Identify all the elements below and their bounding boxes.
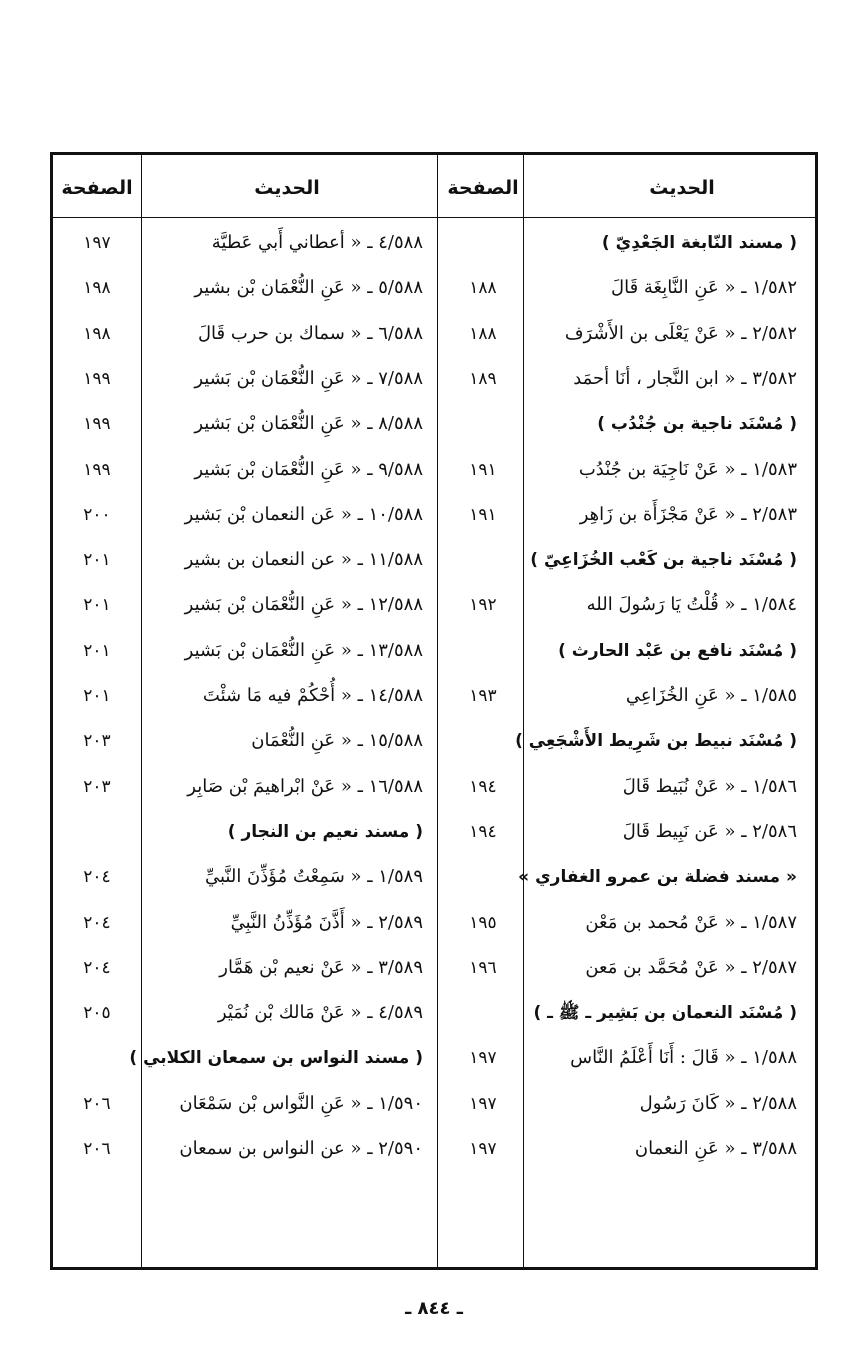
table-row xyxy=(53,812,815,852)
page-ref-right: ١٩٥ xyxy=(469,912,497,933)
table-row xyxy=(53,495,815,535)
table-row xyxy=(53,359,815,399)
table-row xyxy=(53,404,815,444)
hadith-entry-left: ١٦/٥٨٨ ـ « عَنْ ابْراهيمَ بْن صَابِر xyxy=(187,775,423,797)
page-ref-left: ١٩٨ xyxy=(83,278,111,299)
page-ref-left: ٢٠١ xyxy=(83,595,111,616)
hadith-entry-right: ١/٥٨٧ ـ « عَنْ مُحمد بن مَعْن xyxy=(585,911,797,933)
hadith-entry-right: ١/٥٨٨ ـ « قَالَ : أَنَا أَعْلَمُ النَّاس xyxy=(570,1047,797,1069)
page-ref-right xyxy=(441,404,525,444)
table-row xyxy=(53,721,815,761)
page-ref-right: ١٨٨ xyxy=(469,323,497,344)
hadith-entry-left: ٤/٥٨٨ ـ « أعطاني أَبي عَطيَّة xyxy=(211,232,423,253)
page-ref-right: ١٩١ xyxy=(469,504,497,525)
table-row xyxy=(53,903,815,943)
hadith-entry-right: ١/٥٨٦ ـ « عَنْ نُبَيط قَالَ xyxy=(622,775,797,797)
hadith-entry-right: ٢/٥٨٢ ـ « عَنْ يَعْلَى بن الأَشْرَف xyxy=(564,322,797,344)
table-row xyxy=(53,223,815,263)
hadith-entry-right: ١/٥٨٢ ـ « عَنِ النَّابِغَة قَالَ xyxy=(611,277,797,299)
hadith-entry-right: ٢/٥٨٣ ـ « عَنْ مَجْزَأَة بن زَاهِر xyxy=(579,503,797,525)
page-ref-right: ١٨٩ xyxy=(469,368,497,389)
page-ref-right xyxy=(441,993,525,1033)
table-row xyxy=(53,314,815,354)
page-ref-right: ١٩٧ xyxy=(469,1139,497,1159)
page-ref-right: ١٩٤ xyxy=(469,821,497,842)
page-ref-left: ٢٠٤ xyxy=(83,912,111,933)
page-ref-right xyxy=(441,540,525,580)
table-row xyxy=(53,767,815,807)
hadith-entry-left: ٤/٥٨٩ ـ « عَنْ مَالك بْن نُمَيْر xyxy=(217,1002,423,1024)
page-ref-left: ٢٠٤ xyxy=(83,867,111,888)
page-ref-left: ٢٠٣ xyxy=(83,731,111,752)
section-heading: ( مسند نعيم بن النجار ) xyxy=(227,821,423,842)
section-heading: ( مُسْنَد ناجية بن جُنْدُب ) xyxy=(597,414,797,435)
page-ref-left: ١٩٨ xyxy=(83,323,111,344)
page-ref-left: ٢٠٣ xyxy=(83,776,111,797)
hadith-entry-right: ١/٥٨٣ ـ « عَنْ نَاجِيَة بن جُنْدُب xyxy=(578,458,797,480)
page-ref-right: ١٩٢ xyxy=(469,595,497,616)
section-heading: « مسند فضلة بن عمرو الغفاري » xyxy=(518,867,797,888)
hadith-entry-right: ١/٥٨٤ ـ « قُلْتُ يَا رَسُولَ الله xyxy=(586,594,797,616)
page-ref-left: ١٩٩ xyxy=(83,368,111,389)
hadith-entry-right: ٣/٥٨٨ ـ « عَنِ النعمان xyxy=(634,1138,797,1159)
hadith-entry-right: ٢/٥٨٦ ـ « عَن نَبِيط قَالَ xyxy=(622,820,797,842)
page-ref-right xyxy=(441,721,525,761)
section-heading: ( مُسْنَد النعمان بن بَشِير ـ ﷺ ـ ) xyxy=(533,1003,797,1024)
header-right-page: الصفحة xyxy=(447,177,519,199)
table-row xyxy=(53,948,815,988)
page-ref-right xyxy=(441,631,525,671)
table-row xyxy=(53,585,815,625)
table-row xyxy=(53,1129,815,1169)
page-ref-left: ٢٠٥ xyxy=(83,1003,111,1024)
page-ref-left: ١٩٧ xyxy=(83,233,111,253)
page-ref-right: ١٨٨ xyxy=(469,278,497,299)
page-ref-left: ١٩٩ xyxy=(83,459,111,480)
page-ref-right xyxy=(441,223,525,263)
hadith-entry-left: ٧/٥٨٨ ـ « عَنِ النُّعْمَان بْن بَشير xyxy=(194,367,423,389)
page-ref-right: ١٩٧ xyxy=(469,1093,497,1114)
table-row xyxy=(53,1038,815,1078)
hadith-entry-left: ٢/٥٨٩ ـ « أَذَّنَ مُؤَذِّنُ النَّبِيِّ xyxy=(230,911,423,933)
header-left-hadith: الحديث xyxy=(254,177,320,199)
hadith-entry-left: ١٣/٥٨٨ ـ « عَنِ النُّعْمَان بْن بَشير xyxy=(184,639,423,661)
hadith-entry-left: ٢/٥٩٠ ـ « عن النواس بن سمعان xyxy=(179,1138,423,1159)
hadith-entry-left: ١٥/٥٨٨ ـ « عَنِ النُّعْمَان xyxy=(251,730,423,752)
table-row xyxy=(53,857,815,897)
header-left-page: الصفحة xyxy=(61,177,133,199)
section-heading: ( مُسْنَد نبيط بن شَرِيط الأَشْجَعِي ) xyxy=(515,731,797,752)
page-ref-left: ٢٠٤ xyxy=(83,957,111,978)
table-row xyxy=(53,540,815,580)
hadith-entry-right: ٢/٥٨٨ ـ « كَانَ رَسُول xyxy=(639,1092,797,1114)
table-row xyxy=(53,993,815,1033)
page-ref-right: ١٩٤ xyxy=(469,776,497,797)
hadith-entry-left: ١٠/٥٨٨ ـ « عَن النعمان بْن بَشير xyxy=(184,503,423,525)
table-row xyxy=(53,631,815,671)
section-heading: ( مسند النّابغة الجَعْدِيّ ) xyxy=(601,233,797,253)
section-heading: ( مُسْنَد ناجية بن كَعْب الخُزَاعِيّ ) xyxy=(530,550,797,571)
hadith-entry-right: ٣/٥٨٢ ـ « ابن النَّجار ، أنَا أحمَد xyxy=(573,367,797,389)
page-ref-right: ١٩٦ xyxy=(469,957,497,978)
hadith-entry-left: ٥/٥٨٨ ـ « عَنِ النُّعْمَان بْن بشير xyxy=(194,277,423,299)
hadith-entry-left: ١/٥٨٩ ـ « سَمِعْتُ مُؤَذِّنَ النَّبيِّ xyxy=(204,866,423,888)
header-divider xyxy=(53,217,815,218)
table-row xyxy=(53,1084,815,1124)
table-row xyxy=(53,268,815,308)
hadith-entry-left: ١٤/٥٨٨ ـ « أُحْكُمْ فيه مَا شئْتَ xyxy=(202,685,423,706)
index-table xyxy=(50,152,818,1270)
page-ref-right xyxy=(441,857,525,897)
page-ref-right: ١٩٣ xyxy=(469,686,497,706)
page-ref-left: ٢٠١ xyxy=(83,550,111,571)
page-ref-left: ٢٠٦ xyxy=(83,1139,111,1159)
page-ref-right: ١٩٧ xyxy=(469,1048,497,1069)
hadith-entry-left: ٣/٥٨٩ ـ « عَنْ نعيم بْن هَمَّار xyxy=(219,956,423,978)
page-ref-left: ٢٠١ xyxy=(83,640,111,661)
hadith-entry-left: ٩/٥٨٨ ـ « عَنِ النُّعْمَان بْن بَشير xyxy=(194,458,423,480)
page-ref-left xyxy=(53,1038,141,1078)
hadith-entry-right: ١/٥٨٥ ـ « عَنِ الخُزَاعِي xyxy=(625,685,797,706)
section-heading: ( مسند النواس بن سمعان الكلابي ) xyxy=(129,1048,423,1069)
header-right-hadith: الحديث xyxy=(649,177,715,199)
hadith-entry-left: ١/٥٩٠ ـ « عَنِ النَّواس بْن سَمْعَان xyxy=(179,1092,423,1114)
page-number: ـ ٨٤٤ ـ xyxy=(405,1298,463,1319)
page-ref-left: ٢٠٠ xyxy=(83,504,111,525)
hadith-entry-left: ١١/٥٨٨ ـ « عن النعمان بن بشير xyxy=(184,549,423,571)
section-heading: ( مُسْنَد نافع بن عَبْد الحارث ) xyxy=(558,640,797,661)
table-row xyxy=(53,450,815,490)
table-row xyxy=(53,676,815,716)
page-ref-right: ١٩١ xyxy=(469,459,497,480)
hadith-entry-right: ٢/٥٨٧ ـ « عَنْ مُحَمَّد بن مَعن xyxy=(585,956,797,978)
hadith-entry-left: ١٢/٥٨٨ ـ « عَنِ النُّعْمَان بْن بَشير xyxy=(184,594,423,616)
page-ref-left: ٢٠٦ xyxy=(83,1093,111,1114)
page-ref-left xyxy=(53,812,141,852)
hadith-entry-left: ٦/٥٨٨ ـ « سماك بن حرب قَالَ xyxy=(197,322,423,344)
page-ref-left: ١٩٩ xyxy=(83,414,111,435)
page-ref-left: ٢٠١ xyxy=(83,686,111,706)
hadith-entry-left: ٨/٥٨٨ ـ « عَنِ النُّعْمَان بْن بَشير xyxy=(194,413,423,435)
